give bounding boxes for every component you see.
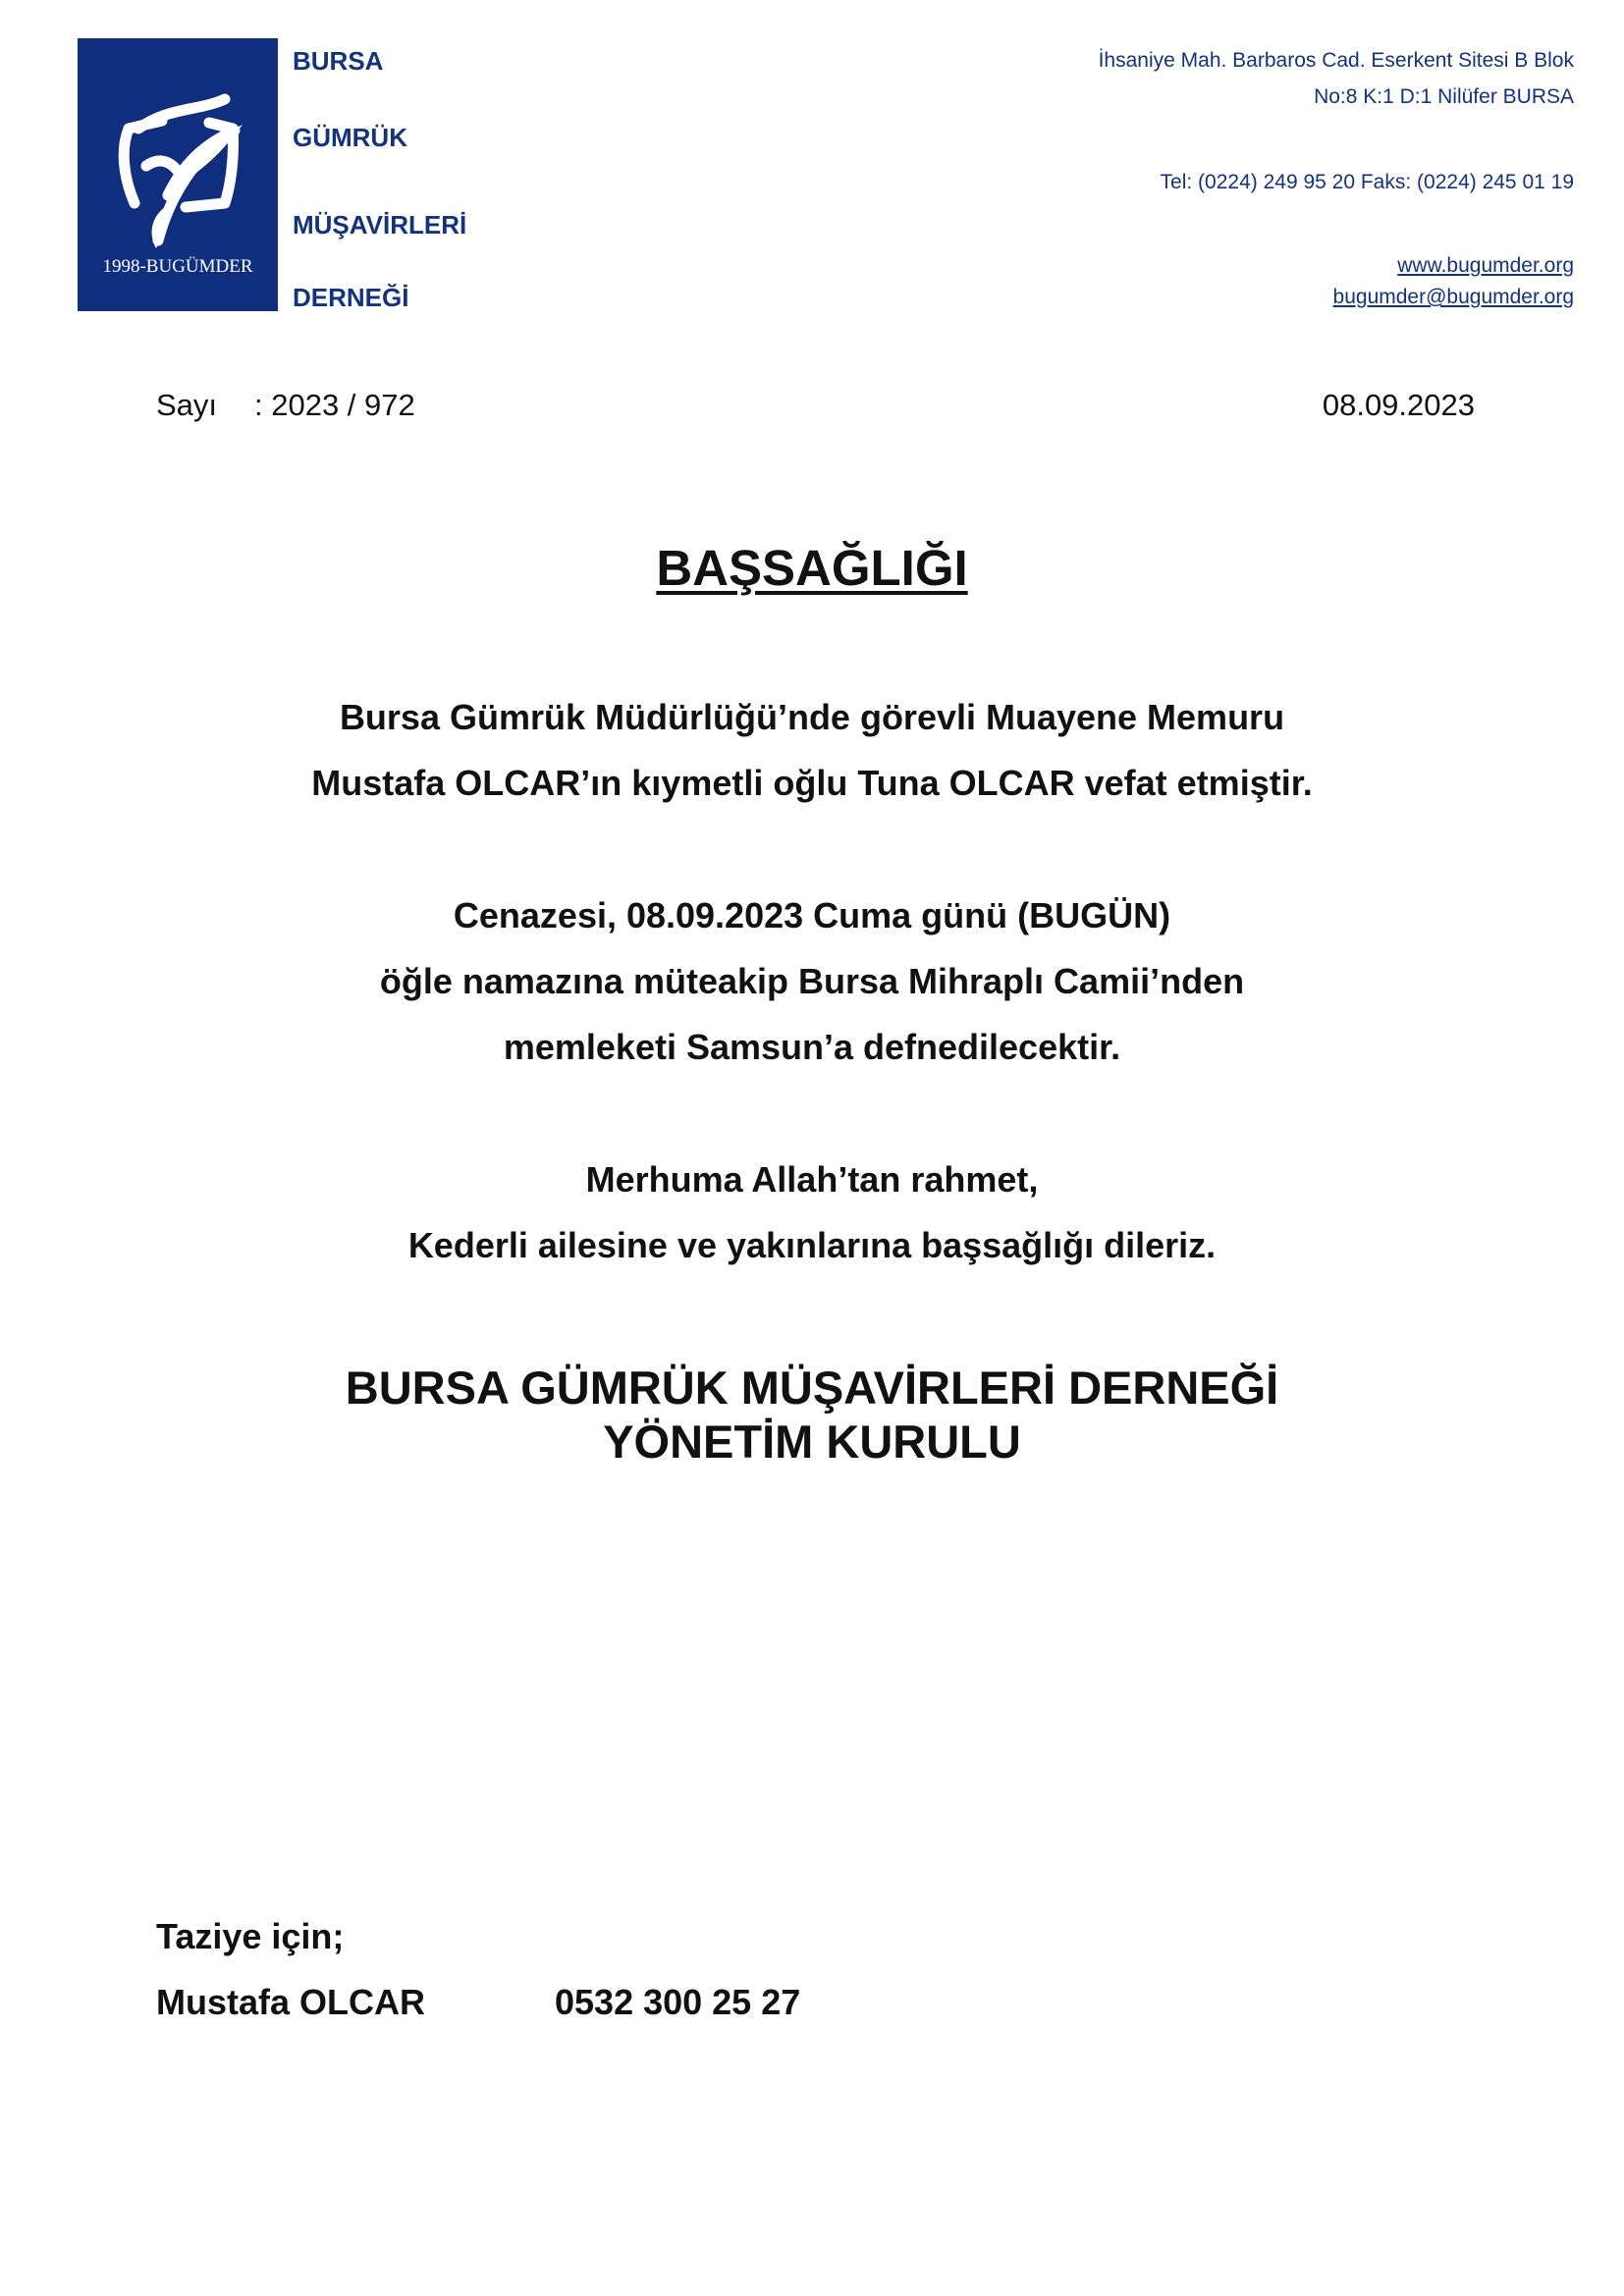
contact-name: Mustafa OLCAR — [156, 1982, 426, 2022]
org-name-line-1: BURSA — [293, 46, 384, 76]
website-link[interactable]: www.bugumder.org — [1397, 254, 1574, 277]
body-line: Merhuma Allah’tan rahmet, — [585, 1159, 1039, 1200]
body-line: Bursa Gümrük Müdürlüğü’nde görevli Muayene Memuru — [339, 697, 1285, 737]
reference-number — [156, 390, 415, 420]
body-line: Cenazesi, 08.09.2023 Cuma günü (BUGÜN) — [453, 895, 1171, 935]
signature-board: YÖNETİM KURULU — [603, 1415, 1021, 1468]
condolence-label: Taziye için; — [156, 1916, 345, 1956]
reference-value: : 2023 / 972 — [254, 388, 415, 422]
org-name-line-2: GÜMRÜK — [293, 123, 407, 152]
body-line: memleketi Samsun’a defnedilecektir. — [503, 1027, 1121, 1067]
body-line: Mustafa OLCAR’ın kıymetli oğlu Tuna OLCAR vefat etmiştir. — [311, 763, 1313, 803]
contact-phone: 0532 300 25 27 — [555, 1982, 801, 2022]
association-logo — [78, 38, 278, 311]
org-name-line-4: DERNEĞİ — [293, 283, 409, 312]
email-link[interactable]: bugumder@bugumder.org — [1332, 286, 1574, 308]
condolence-contact — [156, 1982, 801, 2022]
reference-label: Sayı — [156, 388, 218, 422]
address-line-2: No:8 K:1 D:1 Nilüfer BURSA — [1314, 85, 1574, 108]
document-date: 08.09.2023 — [1322, 388, 1475, 422]
body-line: öğle namazına müteakip Bursa Mihraplı Camii’nden — [379, 961, 1245, 1001]
body-line: Kederli ailesine ve yakınlarına başsağlığı dileriz. — [407, 1225, 1217, 1265]
logo-caption: 1998-BUGÜMDER — [102, 256, 253, 277]
phone-fax-line: Tel: (0224) 249 95 20 Faks: (0224) 245 01 19 — [1160, 171, 1574, 193]
document-title: BAŞSAĞLIĞI — [656, 540, 968, 596]
signature-org: BURSA GÜMRÜK MÜŞAVİRLERİ DERNEĞİ — [345, 1362, 1279, 1414]
address-line-1: İhsaniye Mah. Barbaros Cad. Eserkent Sitesi B Blok — [1098, 49, 1574, 72]
org-name-line-3: MÜŞAVİRLERİ — [293, 210, 467, 240]
